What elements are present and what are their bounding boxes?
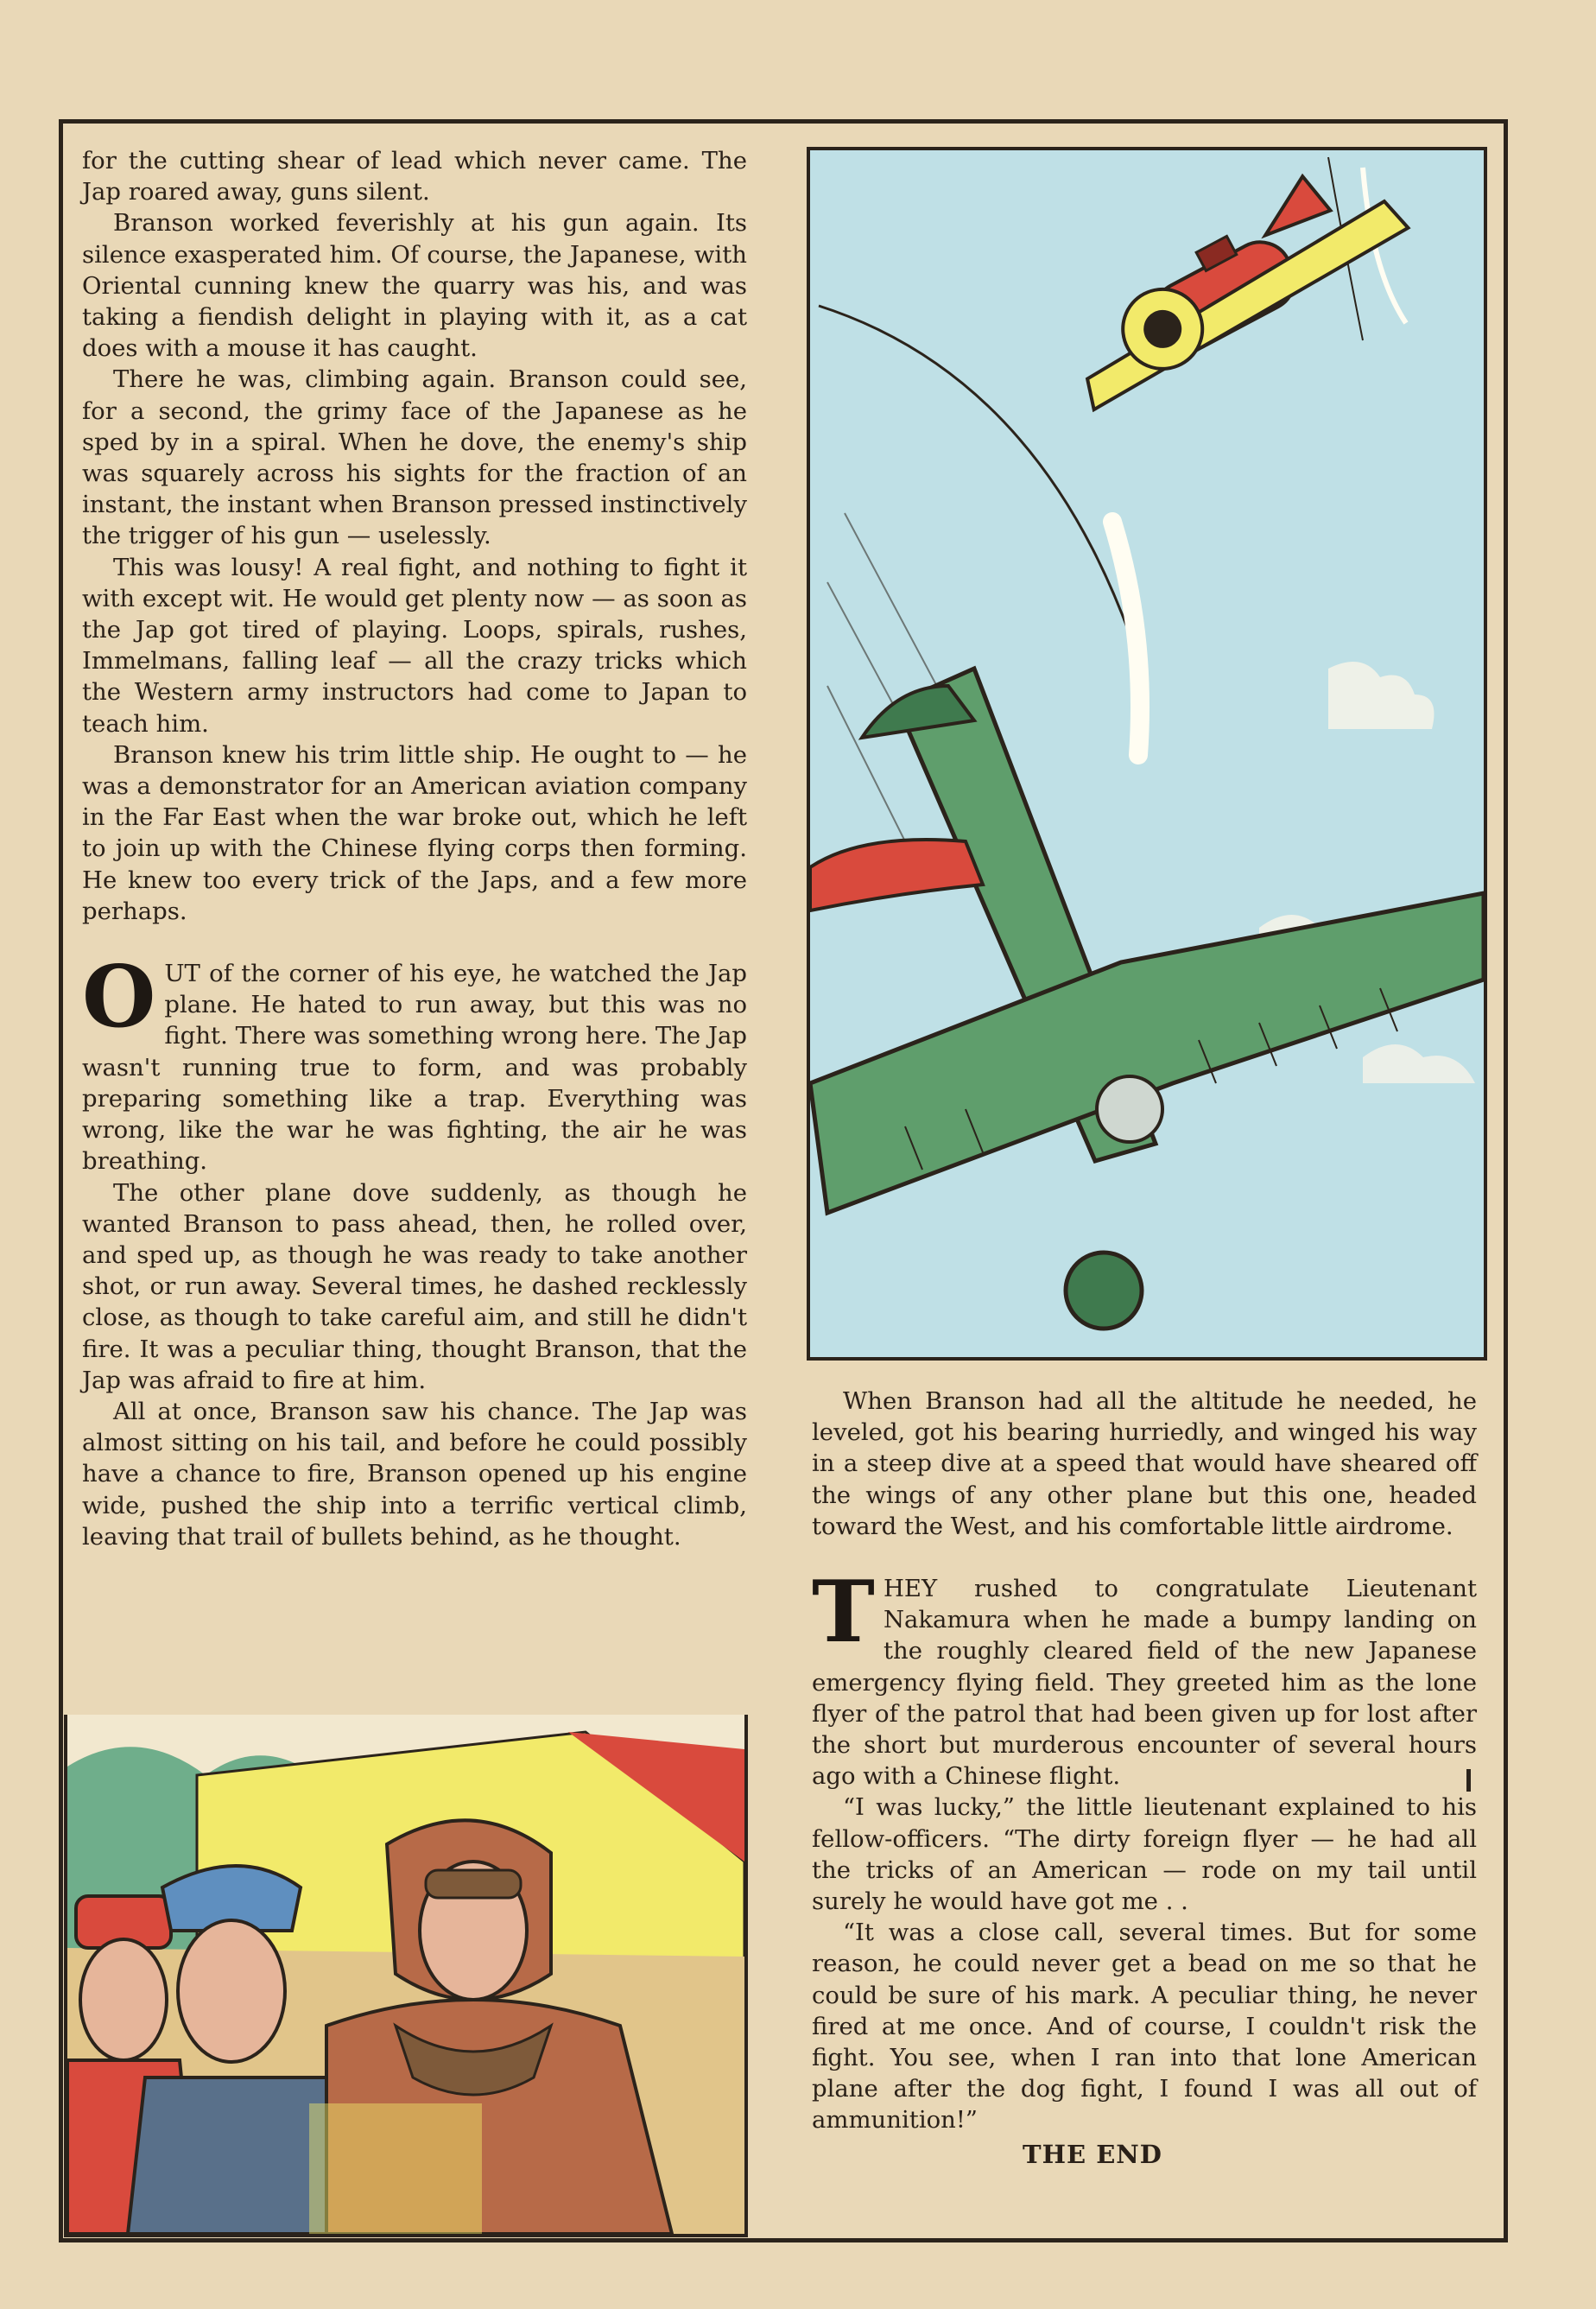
the-end: THE END <box>1023 2139 1162 2169</box>
dogfight-illustration <box>810 150 1484 1357</box>
officers-panel <box>64 1715 748 2237</box>
paragraph: Branson worked feverishly at his gun again. Its silence exasperated him. Of course, the Japanese, with Oriental cunning knew the quarry was his, and was taking a fiendish delight in playing with it, as a cat does with a mouse it has caught. <box>82 209 747 363</box>
paragraph: When Branson had all the altitude he needed, he leveled, got his bearing hurriedly, and winged his way in a steep dive at a speed that would have sheared off the wings of any other plane but this one, headed toward the West, and his comfortable little airdrome. <box>812 1387 1477 1540</box>
paragraph: All at once, Branson saw his chance. The Jap was almost sitting on his tail, and before he could possibly have a chance to fire, Branson opened up his engine wide, pushed the ship into a terrific vertical climb, leaving that trail of bullets behind, as he thought. <box>82 1397 747 1551</box>
section-two <box>82 948 747 1552</box>
dogfight-panel <box>807 147 1487 1361</box>
margin-mark <box>1466 1769 1471 1792</box>
paragraph: HEY rushed to congratulate Lieutenant Nakamura when he made a bumpy landing on the roughly cleared field of the new Japanese emergency flying field. They greeted him as the lone flyer of the patrol that had been given up for lost after the short but murderous encounter of several hours ago with a Chinese flight. <box>812 1575 1477 1791</box>
paragraph: “I was lucky,” the little lieutenant explained to his fellow-officers. “The dirty foreign flyer — he had all the tricks of an American — rode on my tail until surely he would have got me . . <box>812 1793 1477 1916</box>
paragraph: for the cutting shear of lead which never came. The Jap roared away, guns silent. <box>82 147 747 206</box>
paragraph: This was lousy! A real fight, and nothing to fight it with except wit. He would get plenty now — as soon as the Jap got tired of playing. Loops, spirals, rushes, Immelmans, falling leaf — all the crazy tricks which the Western army instructors had come to Japan to teach him. <box>82 553 747 738</box>
section-three <box>812 1563 1477 2169</box>
paragraph: There he was, climbing again. Branson could see, for a second, the grimy face of the Japanese as he sped by in a spiral. When he dove, the enemy's ship was squarely across his sights for the fraction of an instant, the instant when Branson pressed instinctively the trigger of his gun — uselessly. <box>82 365 747 550</box>
drop-cap: T <box>812 1563 875 1663</box>
paragraph: The other plane dove suddenly, as though he wanted Branson to pass ahead, then, he rolled over, and sped up, as though he was ready to take another shot, or run away. Several times, he dashed recklessly close, as though to take careful aim, and still he didn't fire. It was a peculiar thing, thought Branson, that the Jap was afraid to fire at him. <box>82 1178 747 1394</box>
right-column <box>812 1386 1477 2169</box>
paragraph: UT of the corner of his eye, he watched the Jap plane. He hated to run away, but this was no fight. There was something wrong here. The Jap wasn't running true to form, and was probably preparing something like a trap. Everything was wrong, like the war he was fighting, the air he was breathing. <box>82 960 747 1176</box>
left-column <box>82 145 747 1552</box>
paragraph: “It was a close call, several times. But for some reason, he could never get a bead on me so that he could be sure of his mark. A peculiar thing, he never fired at me once. And of course, I couldn't risk the fight. You see, when I ran into that lone American plane after the dog fight, I found I was all out of ammunition!” <box>812 1919 1477 2135</box>
officers-illustration <box>67 1715 744 2234</box>
drop-cap: O <box>82 948 156 1048</box>
paragraph: Branson knew his trim little ship. He ought to — he was a demonstrator for an American aviation company in the Far East when the war broke out, which he left to join up with the Chinese flying corps then forming. He knew too every trick of the Japs, and a few more perhaps. <box>82 740 747 925</box>
